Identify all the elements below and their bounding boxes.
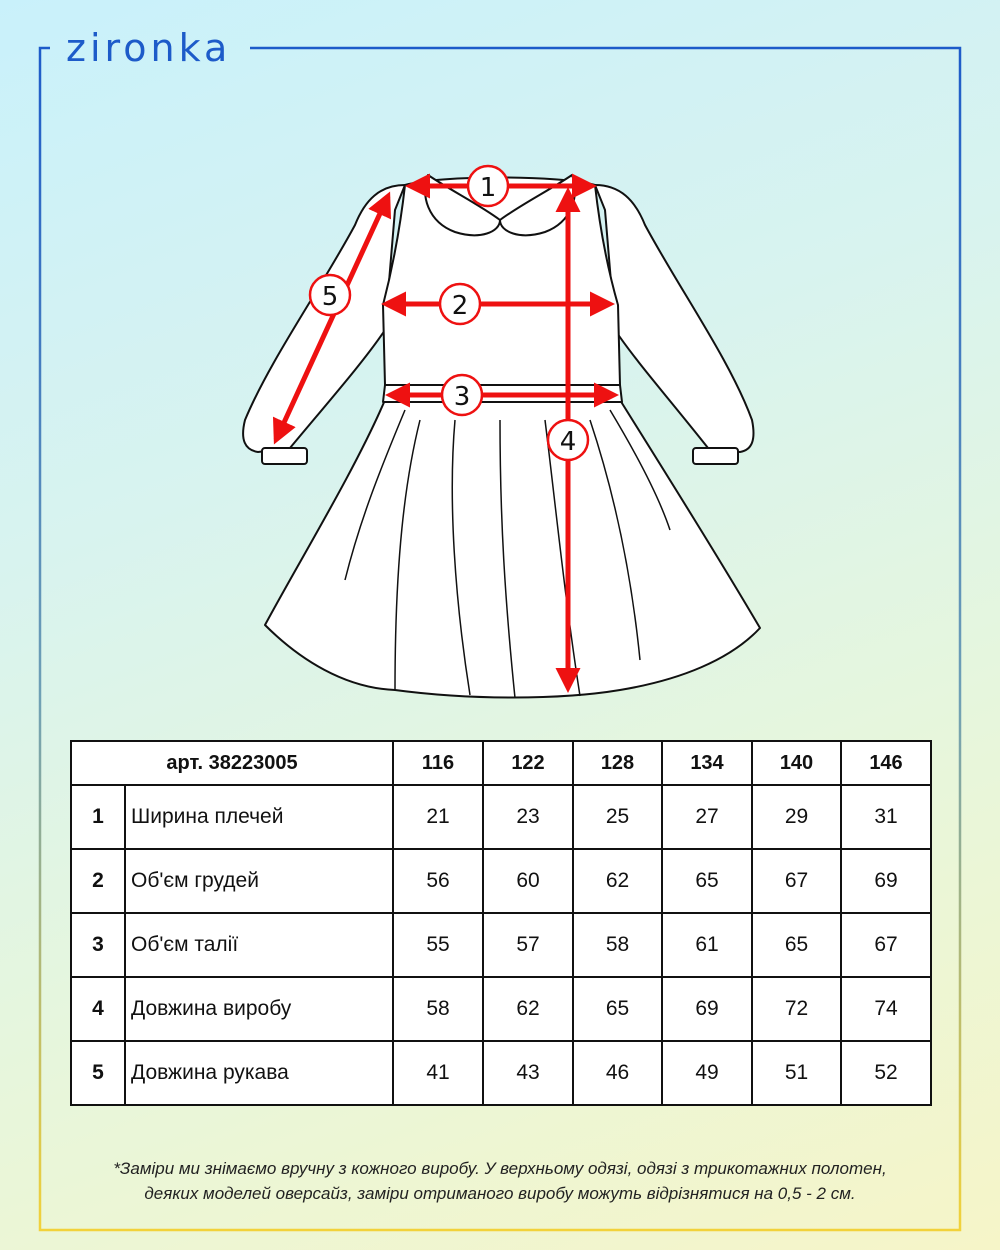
table-row <box>71 785 931 849</box>
row-label: Довжина виробу <box>125 977 393 1041</box>
article-label: арт. 38223005 <box>71 741 393 785</box>
cell-value: 65 <box>573 977 662 1041</box>
cell-value: 55 <box>393 913 483 977</box>
table-header-row <box>71 741 931 785</box>
cell-value: 60 <box>483 849 573 913</box>
cell-value: 58 <box>393 977 483 1041</box>
cell-value: 25 <box>573 785 662 849</box>
measurement-footnote <box>40 1156 960 1206</box>
cell-value: 67 <box>841 913 931 977</box>
size-header: 128 <box>573 741 662 785</box>
cell-value: 21 <box>393 785 483 849</box>
row-label: Довжина рукава <box>125 1041 393 1105</box>
cell-value: 65 <box>752 913 841 977</box>
cell-value: 57 <box>483 913 573 977</box>
cell-value: 46 <box>573 1041 662 1105</box>
marker-2-label: 2 <box>451 291 469 321</box>
table-row <box>71 1041 931 1105</box>
cell-value: 62 <box>483 977 573 1041</box>
cell-value: 69 <box>662 977 752 1041</box>
cell-value: 23 <box>483 785 573 849</box>
dress-left-cuff <box>262 448 307 464</box>
cell-value: 49 <box>662 1041 752 1105</box>
marker-5-label: 5 <box>321 282 339 312</box>
cell-value: 29 <box>752 785 841 849</box>
row-number: 2 <box>71 849 125 913</box>
cell-value: 31 <box>841 785 931 849</box>
size-header: 140 <box>752 741 841 785</box>
size-header: 146 <box>841 741 931 785</box>
table-row <box>71 849 931 913</box>
cell-value: 51 <box>752 1041 841 1105</box>
marker-3-label: 3 <box>453 382 471 412</box>
cell-value: 62 <box>573 849 662 913</box>
footnote-line-2: деяких моделей оверсайз, заміри отриманого виробу можуть відрізнятися на 0,5 - 2 см. <box>144 1184 856 1203</box>
cell-value: 58 <box>573 913 662 977</box>
row-label: Об'єм талії <box>125 913 393 977</box>
size-header: 116 <box>393 741 483 785</box>
cell-value: 69 <box>841 849 931 913</box>
row-number: 5 <box>71 1041 125 1105</box>
cell-value: 65 <box>662 849 752 913</box>
dress-bodice <box>383 178 620 386</box>
dress-right-cuff <box>693 448 738 464</box>
cell-value: 27 <box>662 785 752 849</box>
size-header: 122 <box>483 741 573 785</box>
row-label: Ширина плечей <box>125 785 393 849</box>
table-row <box>71 913 931 977</box>
table-row <box>71 977 931 1041</box>
cell-value: 72 <box>752 977 841 1041</box>
cell-value: 61 <box>662 913 752 977</box>
row-label: Об'єм грудей <box>125 849 393 913</box>
marker-1-label: 1 <box>479 173 497 203</box>
cell-value: 74 <box>841 977 931 1041</box>
cell-value: 67 <box>752 849 841 913</box>
dress-skirt <box>265 400 760 698</box>
marker-4-label: 4 <box>559 427 577 457</box>
size-chart-table <box>70 740 932 1106</box>
row-number: 3 <box>71 913 125 977</box>
cell-value: 52 <box>841 1041 931 1105</box>
cell-value: 56 <box>393 849 483 913</box>
row-number: 1 <box>71 785 125 849</box>
brand-logo: zironka <box>66 26 232 70</box>
footnote-line-1: *Заміри ми знімаємо вручну з кожного виробу. У верхньому одязі, одязі з трикотажних полотен, <box>113 1159 887 1178</box>
size-header: 134 <box>662 741 752 785</box>
row-number: 4 <box>71 977 125 1041</box>
cell-value: 43 <box>483 1041 573 1105</box>
cell-value: 41 <box>393 1041 483 1105</box>
